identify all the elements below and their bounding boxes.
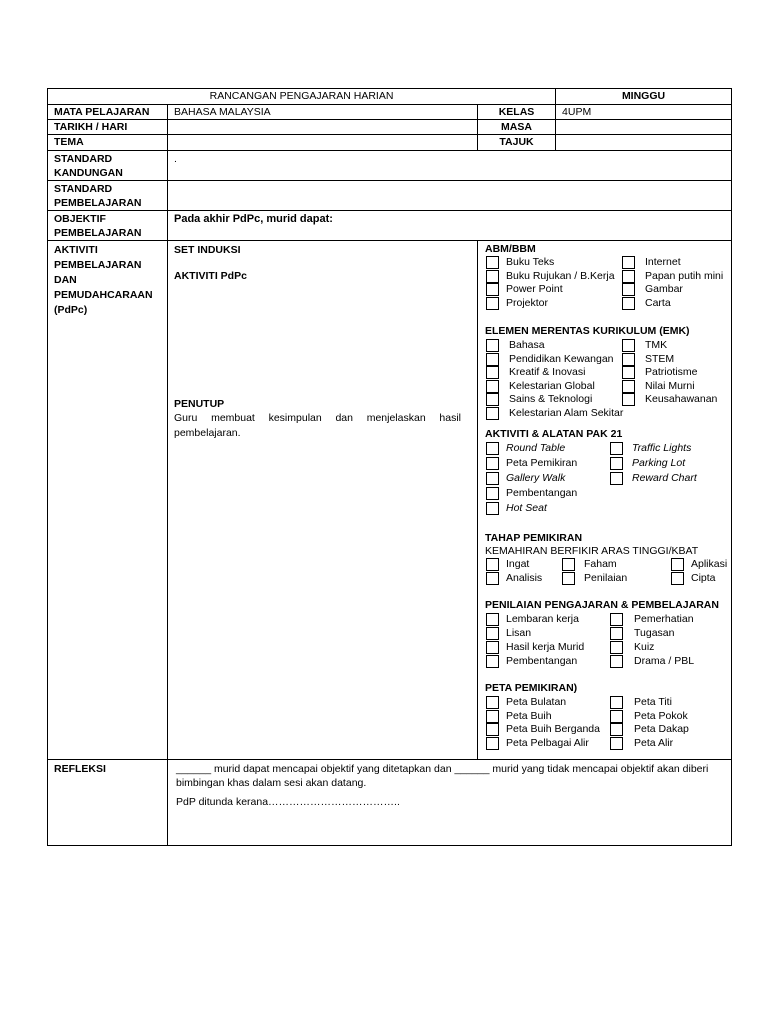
checkbox-item[interactable] [486, 297, 621, 311]
checkbox-box[interactable] [486, 407, 499, 420]
minggu-label: MINGGU [556, 89, 732, 105]
penilaian-right-list [610, 613, 730, 669]
checkbox-box[interactable] [610, 457, 623, 470]
checkbox-item[interactable] [486, 710, 611, 724]
checkbox-item[interactable] [622, 270, 732, 284]
checkbox-item[interactable] [610, 613, 730, 627]
checkbox-label: TMK [645, 339, 668, 351]
checkbox-item[interactable] [486, 339, 621, 353]
checkbox-box[interactable] [610, 696, 623, 709]
checkbox-label: Peta Pelbagai Alir [506, 736, 589, 749]
checkbox-label: Buku Teks [506, 256, 555, 268]
checkbox-label: Peta Buih Berganda [506, 723, 600, 735]
checkbox-label: Kelestarian Alam Sekitar [509, 406, 624, 419]
abm-left-list [486, 256, 621, 310]
checkbox-item[interactable] [622, 256, 732, 270]
checkbox-box[interactable] [610, 442, 623, 455]
checkbox-label: Bahasa [509, 339, 545, 351]
checkbox-box[interactable] [622, 366, 635, 379]
akt-label-line1: AKTIVITI [54, 244, 98, 256]
checkbox-box[interactable] [610, 710, 623, 723]
checkbox-box[interactable] [622, 283, 635, 296]
checkbox-item[interactable] [486, 256, 621, 270]
checkbox-item[interactable] [622, 353, 732, 367]
checkbox-label: Power Point [506, 283, 563, 295]
aktiviti-pdpc-heading: AKTIVITI PdPc [174, 270, 247, 282]
checkbox-item[interactable] [486, 696, 611, 710]
checkbox-label: Carta [645, 296, 671, 309]
abm-title: ABM/BBM [485, 243, 536, 255]
penutup-heading: PENUTUP [174, 398, 225, 410]
standard-pembelajaran-value[interactable] [168, 181, 732, 211]
checkbox-box[interactable] [486, 472, 499, 485]
peta-title: PETA PEMIKIRAN) [485, 682, 578, 694]
tarikh-value[interactable] [168, 120, 478, 135]
tema-value[interactable] [168, 135, 478, 151]
checkbox-item[interactable] [622, 297, 732, 311]
checkbox-label: Pemerhatian [634, 613, 694, 625]
checkbox-item[interactable] [486, 406, 624, 421]
checkbox-label: Internet [645, 256, 681, 268]
kelas-label: KELAS [478, 105, 556, 120]
checkbox-box[interactable] [610, 627, 623, 640]
checkbox-item[interactable] [486, 457, 611, 472]
checkbox-label: Peta Dakap [634, 723, 689, 735]
checkbox-box[interactable] [486, 723, 499, 736]
checkbox-box[interactable] [610, 613, 623, 626]
akt-label-line3: DAN [54, 274, 77, 286]
checkbox-box[interactable] [622, 297, 635, 310]
checkbox-item[interactable] [486, 353, 621, 367]
checkbox-label: Gambar [645, 283, 683, 295]
checkbox-box[interactable] [486, 627, 499, 640]
form-title: RANCANGAN PENGAJARAN HARIAN [48, 89, 556, 105]
sk-label-line1: STANDARD [54, 153, 113, 165]
checkbox-box[interactable] [486, 442, 499, 455]
penilaian-left-list [486, 613, 611, 669]
checkbox-item[interactable] [486, 737, 611, 751]
checkbox-box[interactable] [486, 380, 499, 393]
checkbox-box[interactable] [622, 380, 635, 393]
aktiviti-label [48, 241, 168, 760]
checkbox-label: Parking Lot [632, 457, 686, 469]
checkbox-box[interactable] [486, 256, 499, 269]
checkbox-label: Papan putih mini [645, 269, 724, 282]
sp-label-line1: STANDARD [54, 183, 113, 195]
obj-label-line2: PEMBELAJARAN [54, 227, 142, 239]
checkbox-box[interactable] [486, 353, 499, 366]
checkbox-label: Keusahawanan [645, 393, 718, 405]
checkbox-label: Tugasan [634, 627, 675, 639]
checkbox-item[interactable] [622, 366, 732, 380]
checkbox-item[interactable] [486, 380, 621, 394]
kelas-value[interactable]: 4UPM [556, 105, 732, 120]
checkbox-item[interactable] [486, 270, 621, 284]
penutup-text: Guru membuat kesimpulan dan menjelaskan hasil pembelajaran. [174, 412, 461, 439]
aktiviti-content[interactable] [168, 241, 478, 760]
kbat-subtitle: KEMAHIRAN BERFIKIR ARAS TINGGI/KBAT [485, 545, 699, 557]
checkbox-box[interactable] [671, 572, 684, 585]
tajuk-label: TAJUK [478, 135, 556, 151]
checkbox-item[interactable] [610, 696, 730, 710]
checkbox-item[interactable] [610, 641, 730, 655]
checkbox-box[interactable] [486, 641, 499, 654]
objektif-value[interactable]: Pada akhir PdPc, murid dapat: [168, 211, 732, 241]
checkbox-label: Pendidikan Kewangan [509, 352, 614, 365]
checkbox-label: Reward Chart [632, 472, 697, 484]
checkbox-box[interactable] [610, 641, 623, 654]
tarikh-label: TARIKH / HARI [48, 120, 168, 135]
masa-label: MASA [478, 120, 556, 135]
checkbox-box[interactable] [610, 472, 623, 485]
checkbox-box[interactable] [486, 366, 499, 379]
checkbox-label: Lembaran kerja [506, 613, 579, 625]
checkbox-label: Pembentangan [506, 487, 578, 499]
akt-label-line4: PEMUDAHCARAAN [54, 289, 153, 301]
checkbox-item[interactable] [486, 502, 611, 517]
checkbox-box[interactable] [486, 502, 499, 515]
pak21-title: AKTIVITI & ALATAN PAK 21 [485, 428, 623, 440]
checkbox-label: Analisis [506, 572, 543, 584]
checkbox-box[interactable] [486, 457, 499, 470]
checkbox-item[interactable] [486, 283, 621, 297]
peta-left-list [486, 696, 611, 750]
checkbox-box[interactable] [622, 339, 635, 352]
checkbox-box[interactable] [486, 283, 499, 296]
checkbox-label: Penilaian [584, 572, 628, 584]
tajuk-value[interactable] [556, 135, 732, 151]
checkbox-item[interactable] [610, 710, 730, 724]
checkbox-box[interactable] [486, 393, 499, 406]
checkbox-box[interactable] [671, 558, 684, 571]
checkbox-label: Peta Pokok [634, 709, 688, 722]
checkbox-label: Peta Alir [634, 736, 674, 749]
checkbox-item[interactable] [486, 613, 611, 627]
checkbox-item[interactable] [610, 723, 730, 737]
checkbox-label: Projektor [506, 296, 549, 309]
checklist-panel [478, 241, 732, 760]
checkbox-label: Faham [584, 558, 617, 570]
checkbox-label: Peta Titi [634, 696, 672, 708]
checkbox-item[interactable] [486, 655, 611, 669]
checkbox-label: Peta Pemikiran [506, 457, 578, 469]
checkbox-label: Hot Seat [506, 502, 547, 514]
checkbox-box[interactable] [486, 710, 499, 723]
checkbox-item[interactable] [486, 627, 611, 641]
checkbox-label: STEM [645, 352, 675, 365]
checkbox-box[interactable] [610, 655, 623, 668]
checkbox-item[interactable] [486, 393, 621, 407]
checkbox-label: Buku Rujukan / B.Kerja [506, 269, 615, 282]
akt-label-line2: PEMBELAJARAN [54, 259, 142, 271]
checkbox-box[interactable] [486, 487, 499, 500]
checkbox-item[interactable] [622, 339, 732, 353]
standard-pembelajaran-label [48, 181, 168, 211]
checkbox-label: Kreatif & Inovasi [509, 366, 586, 378]
rph-table [47, 88, 732, 846]
tema-label: TEMA [48, 135, 168, 151]
checkbox-item[interactable] [610, 737, 730, 751]
checkbox-label: Gallery Walk [506, 472, 566, 484]
checkbox-label: Aplikasi [691, 558, 728, 570]
checkbox-label: Kelestarian Global [509, 379, 595, 392]
checkbox-label: Traffic Lights [632, 442, 692, 454]
pak21-left-list [486, 442, 611, 517]
refleksi-label: REFLEKSI [48, 760, 168, 846]
checkbox-box[interactable] [486, 339, 499, 352]
checkbox-label: Patriotisme [645, 366, 698, 378]
sk-label-line2: KANDUNGAN [54, 167, 123, 179]
checkbox-label: Nilai Murni [645, 379, 695, 392]
checkbox-item[interactable] [486, 641, 611, 655]
mata-pelajaran-label: MATA PELAJARAN [48, 105, 168, 120]
checkbox-item[interactable] [622, 380, 732, 394]
checkbox-label: Kuiz [634, 641, 655, 653]
checkbox-box[interactable] [486, 655, 499, 668]
sp-label-line2: PEMBELAJARAN [54, 197, 142, 209]
checkbox-box[interactable] [562, 572, 575, 585]
checkbox-box[interactable] [610, 737, 623, 750]
checkbox-label: Sains & Teknologi [509, 393, 593, 405]
checkbox-box[interactable] [610, 723, 623, 736]
checkbox-item[interactable] [486, 366, 621, 380]
checkbox-item[interactable] [486, 472, 611, 487]
checkbox-item[interactable] [610, 442, 730, 457]
akt-label-line5: (PdPc) [54, 304, 88, 316]
peta-right-list [610, 696, 730, 750]
checkbox-label: Drama / PBL [634, 655, 695, 667]
checkbox-box[interactable] [486, 737, 499, 750]
objektif-label [48, 211, 168, 241]
checkbox-label: Peta Bulatan [506, 696, 567, 708]
checkbox-item[interactable] [486, 487, 611, 502]
set-induksi-heading: SET INDUKSI [174, 244, 241, 256]
checkbox-box[interactable] [486, 572, 499, 585]
checkbox-box[interactable] [622, 256, 635, 269]
emk-left-list [486, 339, 624, 420]
checkbox-box[interactable] [486, 270, 499, 283]
checkbox-box[interactable] [486, 558, 499, 571]
refleksi-text: ______ murid dapat mencapai objektif yang ditetapkan dan ______ murid yang tidak mencapai objektif akan diberi bimbingan khas dalam sesi akan datang. [176, 763, 709, 789]
emk-right-list [622, 339, 732, 407]
abm-right-list [622, 256, 732, 310]
checkbox-label: Pembentangan [506, 655, 578, 667]
checkbox-box[interactable] [486, 613, 499, 626]
checkbox-item[interactable] [610, 457, 730, 472]
checkbox-label: Round Table [506, 442, 566, 454]
emk-title: ELEMEN MERENTAS KURIKULUM (EMK) [485, 325, 690, 337]
checkbox-item[interactable] [486, 442, 611, 457]
checkbox-item[interactable] [622, 393, 732, 407]
checkbox-box[interactable] [562, 558, 575, 571]
checkbox-item[interactable] [610, 627, 730, 641]
checkbox-box[interactable] [622, 353, 635, 366]
standard-kandungan-label [48, 151, 168, 181]
pdp-ditunda-text: PdP ditunda kerana……………………………….. [176, 796, 400, 808]
refleksi-content[interactable] [168, 760, 732, 846]
checkbox-box[interactable] [622, 270, 635, 283]
checkbox-label: Lisan [506, 627, 532, 639]
checkbox-label: Ingat [506, 558, 530, 570]
checkbox-item[interactable] [486, 723, 611, 737]
checkbox-box[interactable] [622, 393, 635, 406]
checkbox-item[interactable] [622, 283, 732, 297]
obj-label-line1: OBJEKTIF [54, 213, 106, 225]
pak21-right-list [610, 442, 730, 487]
checkbox-label: Hasil kerja Murid [506, 641, 585, 653]
mata-pelajaran-value[interactable]: BAHASA MALAYSIA [168, 105, 478, 120]
checkbox-item[interactable] [610, 655, 730, 669]
masa-value[interactable] [556, 120, 732, 135]
tahap-title: TAHAP PEMIKIRAN [485, 532, 583, 544]
checkbox-label: Peta Buih [506, 709, 552, 722]
penilaian-title: PENILAIAN PENGAJARAN & PEMBELAJARAN [485, 599, 719, 611]
standard-kandungan-value[interactable]: . [168, 151, 732, 181]
checkbox-label: Cipta [691, 572, 716, 584]
checkbox-box[interactable] [486, 297, 499, 310]
checkbox-item[interactable] [610, 472, 730, 487]
checkbox-box[interactable] [486, 696, 499, 709]
